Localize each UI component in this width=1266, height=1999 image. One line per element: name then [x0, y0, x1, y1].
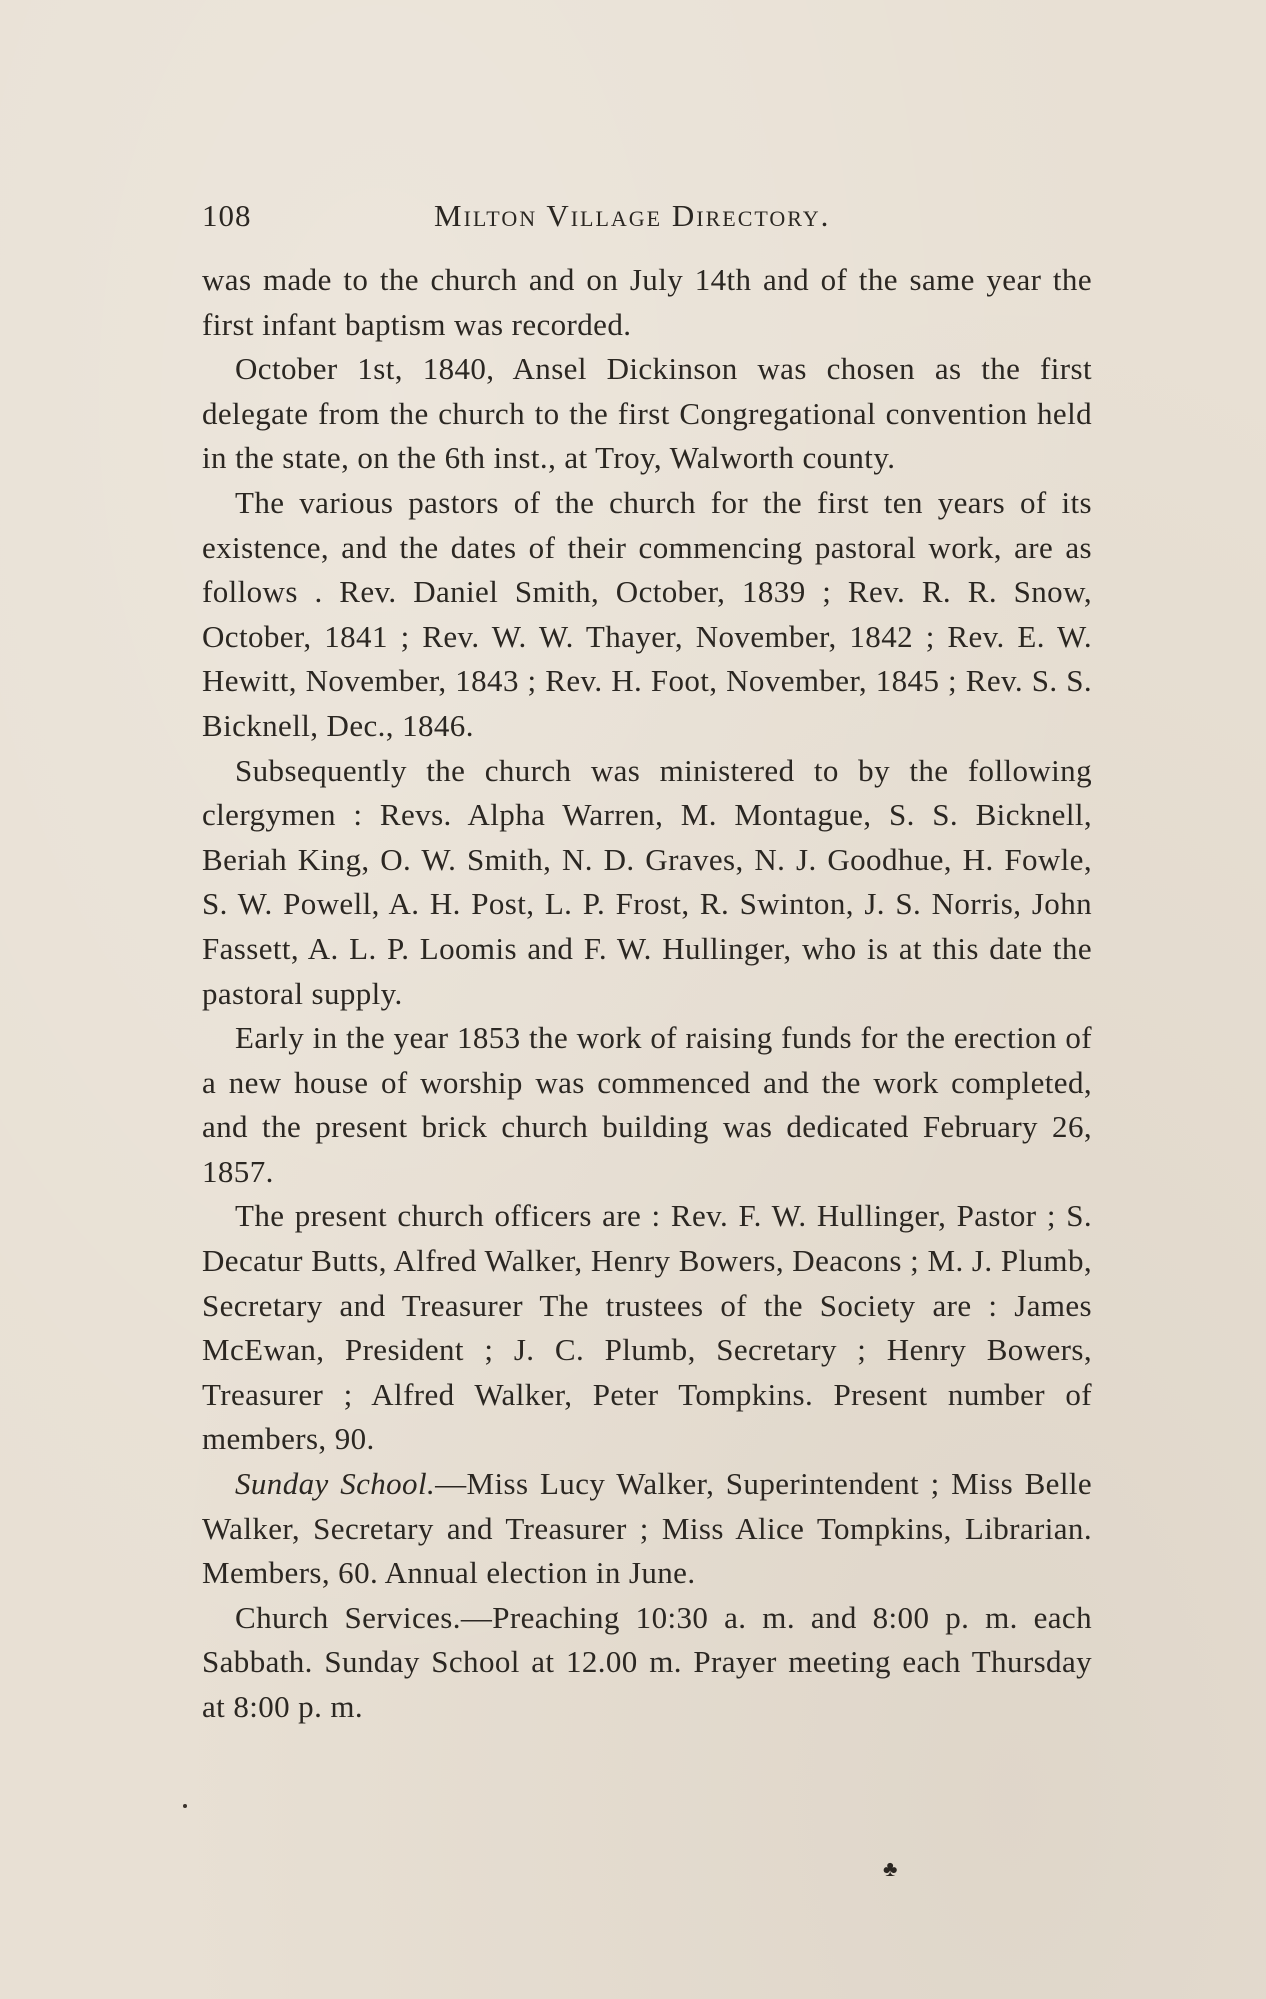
paragraph-continuation: was made to the church and on July 14th and of the same year the first infant baptism was recorded. — [202, 262, 1092, 342]
paragraph-building: Early in the year 1853 the work of raising funds for the erection of a new house of worship was commenced and the work completed, and the present brick church building was dedicated February 26, 1857. — [202, 1020, 1092, 1189]
paragraph-sunday-school — [202, 1462, 1092, 1596]
page-header — [202, 198, 1092, 242]
paragraph-clergymen: Subsequently the church was ministered to by the following clergymen : Revs. Alpha Warren, M. Montague, S. S. Bicknell, Beriah King, O. W. Smith, N. D. Graves, N. J. Goodhue, H. Fowle, S. W. Powell, A. H. Post, L. P. Frost, R. Swinton, J. S. Norris, John Fassett, A. L. P. Loomis and F. W. Hullinger, who is at this date the pastoral supply. — [202, 752, 1092, 1011]
margin-speck — [183, 1804, 187, 1808]
paragraph-pastors: The various pastors of the church for the first ten years of its existence, and the dates of their commencing pastoral work, are as follows . Rev. Daniel Smith, October, 1839 ; Rev. R. R. Snow, October, 1841 ; Rev. W. W. Thayer, November, 1842 ; Rev. E. W. Hewitt, November, 1843 ; Rev. H. Foot, November, 1845 ; Rev. S. S. Bicknell, Dec., 1846. — [202, 484, 1092, 743]
page-number: 108 — [202, 198, 252, 233]
footer-ornament-icon: ♣ — [883, 1856, 898, 1881]
sunday-school-text: —Miss Lucy Walker, Superintendent ; Miss Belle Walker, Secretary and Treasurer ; Miss Alice Tompkins, Librarian. Members, 60. Annual election in June. — [202, 1466, 1093, 1591]
running-title: Milton Village Directory. — [434, 198, 831, 233]
paragraph-delegate: October 1st, 1840, Ansel Dickinson was chosen as the first delegate from the church to the first Congregational convention held in the state, on the 6th inst., at Troy, Walworth county. — [202, 351, 1092, 476]
paragraph-officers: The present church officers are : Rev. F. W. Hullinger, Pastor ; S. Decatur Butts, Alfred Walker, Henry Bowers, Deacons ; M. J. Plumb, Secretary and Treasurer The trustees of the Society are : James McEwan, President ; J. C. Plumb, Secretary ; Henry Bowers, Treasurer ; Alfred Walker, Peter Tompkins. Present number of members, 90. — [202, 1198, 1092, 1457]
sunday-school-heading: Sunday School. — [235, 1466, 436, 1502]
body-text — [202, 258, 1092, 1730]
paragraph-church-services: Church Services.—Preaching 10:30 a. m. and 8:00 p. m. each Sabbath. Sunday School at 12.00 m. Prayer meeting each Thursday at 8:00 p. m. — [202, 1599, 1092, 1724]
